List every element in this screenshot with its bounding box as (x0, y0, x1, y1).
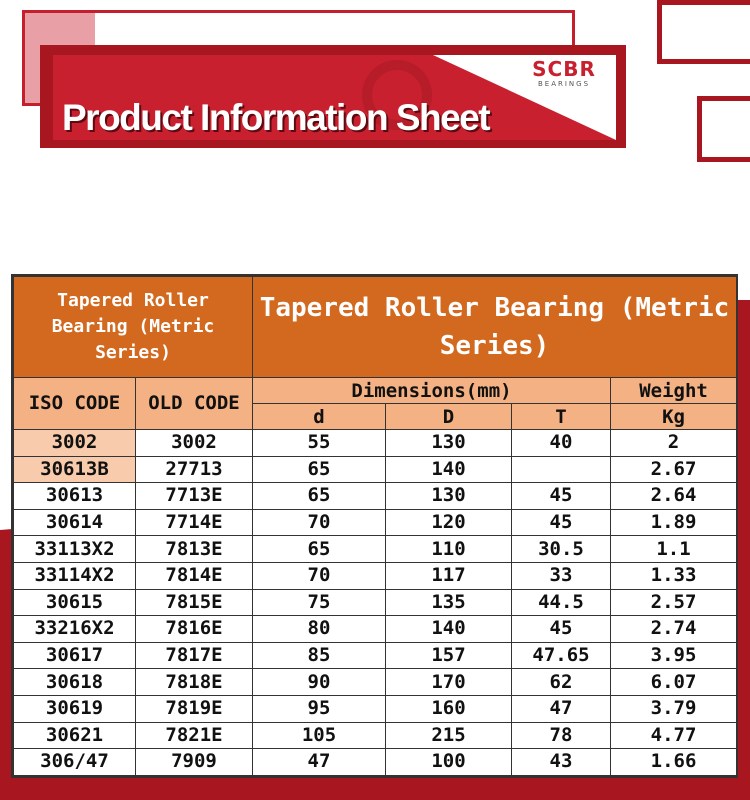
cell-iso-code: 33113X2 (14, 536, 136, 563)
cell-D: 135 (386, 589, 512, 616)
cell-D: 110 (386, 536, 512, 563)
cell-weight: 1.66 (611, 749, 737, 776)
cell-d: 80 (253, 616, 386, 643)
cell-d: 65 (253, 456, 386, 483)
column-group-dimensions: Dimensions(mm) (253, 378, 611, 404)
corner-decoration (697, 96, 750, 162)
table-row (14, 642, 737, 669)
cell-D: 120 (386, 509, 512, 536)
cell-old-code: 7816E (136, 616, 253, 643)
table-row (14, 536, 737, 563)
cell-d: 95 (253, 695, 386, 722)
cell-T: 45 (512, 616, 611, 643)
cell-d: 47 (253, 749, 386, 776)
table-row (14, 589, 737, 616)
cell-iso-code: 30613 (14, 483, 136, 510)
table-category-label: Tapered Roller Bearing (Metric Series) (14, 277, 253, 378)
brand-logo (524, 58, 604, 88)
table-row (14, 430, 737, 457)
cell-D: 117 (386, 562, 512, 589)
cell-old-code: 7818E (136, 669, 253, 696)
cell-T: 44.5 (512, 589, 611, 616)
table-row (14, 483, 737, 510)
column-header-kg: Kg (611, 404, 737, 430)
cell-weight: 2.67 (611, 456, 737, 483)
cell-old-code: 7821E (136, 722, 253, 749)
table-row (14, 616, 737, 643)
cell-T: 43 (512, 749, 611, 776)
cell-weight: 4.77 (611, 722, 737, 749)
cell-T: 62 (512, 669, 611, 696)
cell-D: 100 (386, 749, 512, 776)
cell-iso-code: 3002 (14, 430, 136, 457)
cell-D: 215 (386, 722, 512, 749)
logo-tagline: BEARINGS (537, 80, 591, 88)
cell-old-code: 7815E (136, 589, 253, 616)
cell-iso-code: 30613B (14, 456, 136, 483)
cell-D: 140 (386, 456, 512, 483)
table-row (14, 562, 737, 589)
page-title: Product Information Sheet (62, 97, 490, 138)
cell-d: 75 (253, 589, 386, 616)
cell-D: 157 (386, 642, 512, 669)
cell-T: 47 (512, 695, 611, 722)
cell-T: 33 (512, 562, 611, 589)
cell-T: 78 (512, 722, 611, 749)
cell-iso-code: 30619 (14, 695, 136, 722)
cell-D: 160 (386, 695, 512, 722)
cell-d: 90 (253, 669, 386, 696)
column-header-iso-code: ISO CODE (14, 378, 136, 430)
cell-d: 70 (253, 562, 386, 589)
cell-iso-code: 33114X2 (14, 562, 136, 589)
cell-d: 105 (253, 722, 386, 749)
cell-iso-code: 30621 (14, 722, 136, 749)
cell-old-code: 7814E (136, 562, 253, 589)
cell-weight: 6.07 (611, 669, 737, 696)
cell-iso-code: 30614 (14, 509, 136, 536)
cell-iso-code: 30615 (14, 589, 136, 616)
table-body (14, 430, 737, 776)
table-row (14, 722, 737, 749)
cell-weight: 2.57 (611, 589, 737, 616)
column-header-d: d (253, 404, 386, 430)
cell-d: 65 (253, 536, 386, 563)
cell-D: 130 (386, 430, 512, 457)
column-group-weight: Weight (611, 378, 737, 404)
cell-T (512, 456, 611, 483)
cell-T: 45 (512, 509, 611, 536)
cell-old-code: 7813E (136, 536, 253, 563)
cell-D: 170 (386, 669, 512, 696)
bearing-spec-table (11, 274, 738, 778)
cell-old-code: 7713E (136, 483, 253, 510)
cell-d: 55 (253, 430, 386, 457)
cell-T: 45 (512, 483, 611, 510)
cell-D: 130 (386, 483, 512, 510)
cell-T: 30.5 (512, 536, 611, 563)
cell-old-code: 27713 (136, 456, 253, 483)
table-row (14, 669, 737, 696)
cell-weight: 2.74 (611, 616, 737, 643)
cell-old-code: 7714E (136, 509, 253, 536)
cell-iso-code: 30617 (14, 642, 136, 669)
cell-d: 65 (253, 483, 386, 510)
cell-weight: 2.64 (611, 483, 737, 510)
cell-weight: 2 (611, 430, 737, 457)
cell-iso-code: 30618 (14, 669, 136, 696)
cell-old-code: 7819E (136, 695, 253, 722)
table-row (14, 749, 737, 776)
cell-d: 85 (253, 642, 386, 669)
cell-iso-code: 306/47 (14, 749, 136, 776)
cell-weight: 1.1 (611, 536, 737, 563)
cell-weight: 1.33 (611, 562, 737, 589)
table-title: Tapered Roller Bearing (Metric Series) (253, 277, 737, 378)
cell-weight: 3.95 (611, 642, 737, 669)
column-header-T: T (512, 404, 611, 430)
cell-T: 47.65 (512, 642, 611, 669)
cell-D: 140 (386, 616, 512, 643)
corner-decoration (657, 0, 750, 64)
table-row (14, 695, 737, 722)
cell-T: 40 (512, 430, 611, 457)
column-header-D: D (386, 404, 512, 430)
cell-old-code: 7817E (136, 642, 253, 669)
cell-old-code: 3002 (136, 430, 253, 457)
cell-d: 70 (253, 509, 386, 536)
column-header-old-code: OLD CODE (136, 378, 253, 430)
logo-wordmark: SCBR (532, 57, 596, 81)
table-row (14, 509, 737, 536)
cell-old-code: 7909 (136, 749, 253, 776)
cell-weight: 1.89 (611, 509, 737, 536)
cell-weight: 3.79 (611, 695, 737, 722)
table-row (14, 456, 737, 483)
cell-iso-code: 33216X2 (14, 616, 136, 643)
